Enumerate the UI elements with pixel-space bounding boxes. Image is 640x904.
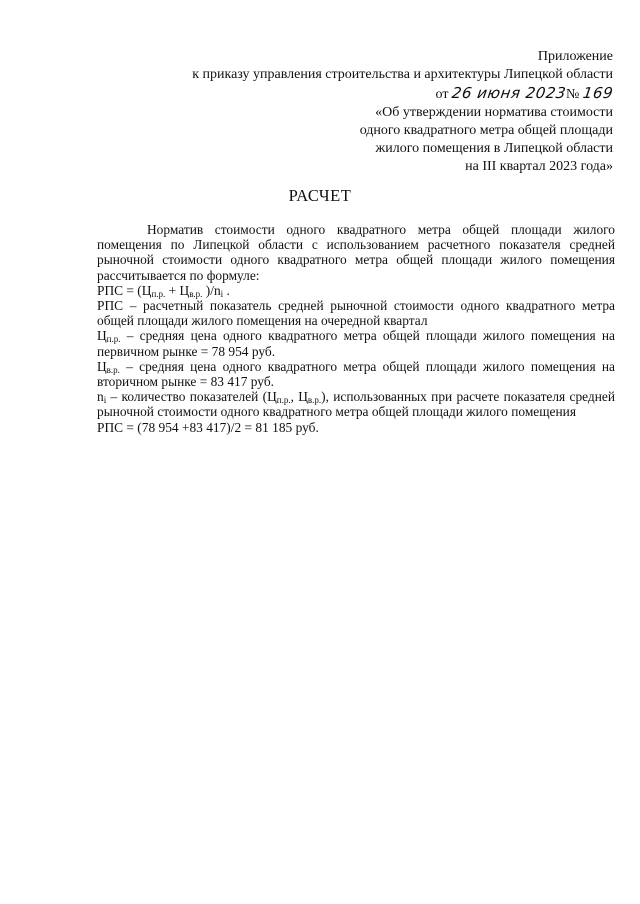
date-prefix: от (435, 87, 449, 102)
appendix-header (133, 48, 613, 176)
handwritten-number: 169 (581, 84, 615, 102)
order-title-line-2: одного квадратного метра общей площади (359, 123, 613, 138)
primary-market-price-definition: $Ц_{п.р.}$ – средняя цена одного квадратного метра общей площади жилого помещения на первичном рынке = 78 954 руб. (97, 328, 615, 359)
order-title-line-4: на III квартал 2023 года» (465, 159, 613, 174)
intro-paragraph: Норматив стоимости одного квадратного метра общей площади жилого помещения по Липецкой области с использованием расчетного показателя средней рыночной стоимости одного квадратного метра общей площади жилого помещения рассчитывается по формуле: (97, 222, 615, 283)
order-date-line (133, 84, 613, 104)
result-line: РПС = (78 954 +83 417)/2 = 81 185 руб. (97, 419, 319, 435)
indicator-count-definition: $n_i$ – количество показателей ($Ц_{п.р.}$, $Ц_{в.р.}$), использованных при расчете показателя средней рыночной стоимости одного квадратного метра общей площади жилого помещения (97, 389, 615, 420)
number-prefix: № (566, 87, 580, 102)
rps-definition: РПС – расчетный показатель средней рыночной стоимости одного квадратного метра общей площади жилого помещения на очередной квартал (97, 298, 615, 329)
order-reference: к приказу управления строительства и архитектуры Липецкой области (192, 67, 613, 82)
handwritten-date: 26 июня 2023 (450, 84, 568, 102)
order-title-line-1: «Об утверждении норматива стоимости (375, 105, 613, 120)
secondary-market-price-definition: $Ц_{в.р.}$ – средняя цена одного квадратного метра общей площади жилого помещения на вторичном рынке = 83 417 руб. (97, 358, 615, 390)
formula-line: РПС = ($Ц_{п.р.} + Ц_{в.р.}$ )$/n_i$ . (97, 282, 230, 299)
document-title: РАСЧЕТ (288, 186, 352, 205)
document-body (97, 222, 615, 435)
order-title-line-3: жилого помещения в Липецкой области (375, 141, 613, 156)
appendix-label: Приложение (537, 49, 613, 64)
